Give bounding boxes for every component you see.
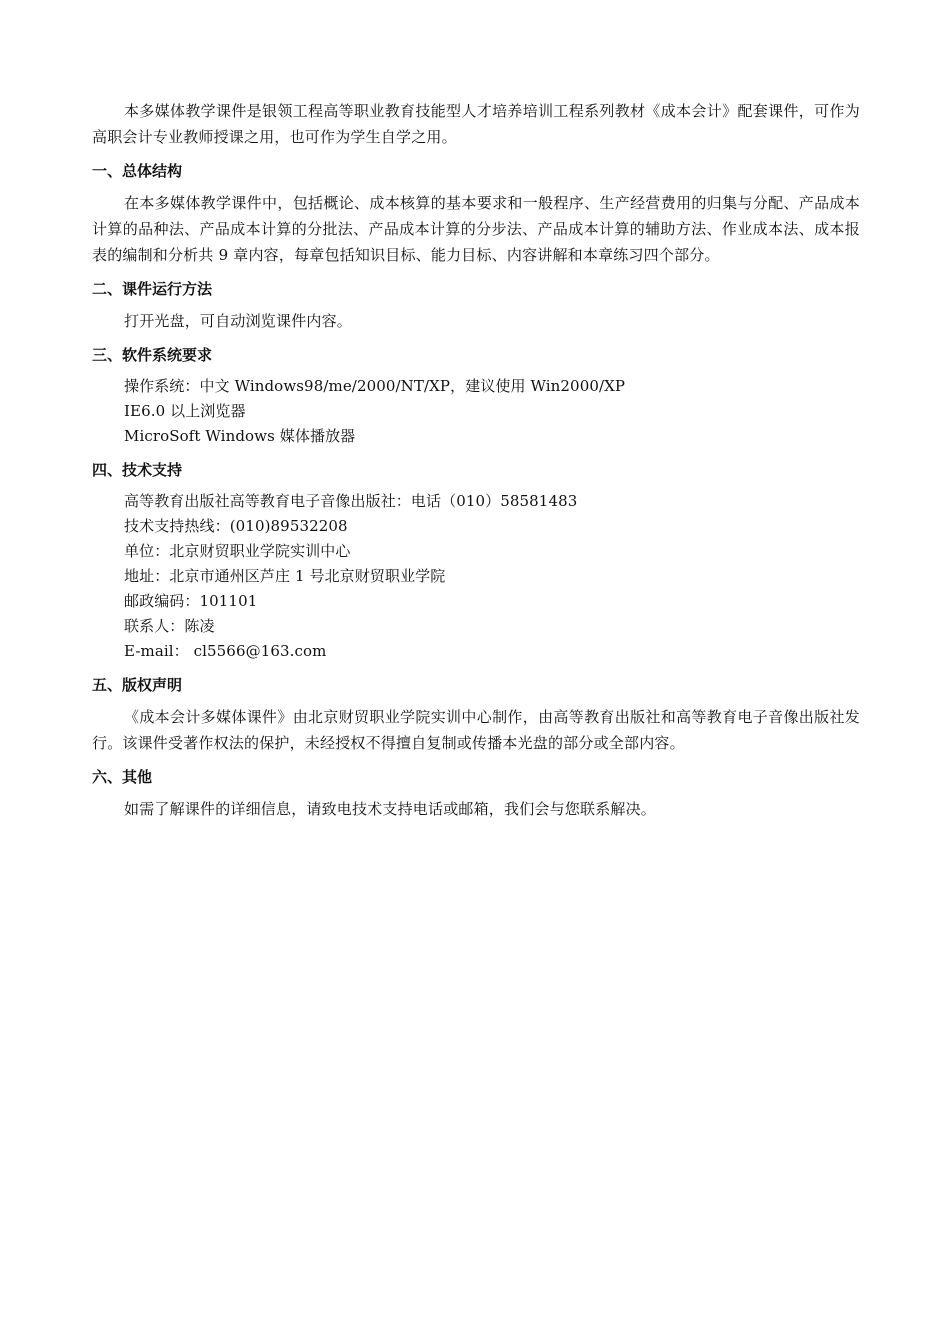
requirement-line: 操作系统：中文 Windows98/me/2000/NT/XP，建议使用 Win2000/XP [124,377,626,395]
document-content [92,98,860,822]
section-heading-copyright: 五、版权声明 [92,676,183,694]
section-heading-run: 二、课件运行方法 [92,280,213,298]
structure-paragraph: 在本多媒体教学课件中，包括概论、成本核算的基本要求和一般程序、生产经营费用的归集与分配、产品成本计算的品种法、产品成本计算的分批法、产品成本计算的分步法、产品成本计算的辅助方法、作业成本法、成本报表的编制和分析共 9 章内容，每章包括知识目标、能力目标、内容讲解和本章练习四个部分。 [92,194,860,264]
support-list [92,489,860,664]
support-organization: 单位：北京财贸职业学院实训中心 [124,542,351,560]
support-hotline: 技术支持热线：(010)89532208 [124,517,348,535]
section-heading-requirements: 三、软件系统要求 [92,346,213,364]
other-paragraph: 如需了解课件的详细信息，请致电技术支持电话或邮箱，我们会与您联系解决。 [124,800,657,818]
support-address: 地址：北京市通州区芦庄 1 号北京财贸职业学院 [124,567,446,585]
section-heading-structure: 一、总体结构 [92,162,183,180]
requirement-line: IE6.0 以上浏览器 [124,402,246,420]
support-postcode: 邮政编码：101101 [124,592,258,610]
requirements-list [92,374,860,449]
intro-paragraph: 本多媒体教学课件是银领工程高等职业教育技能型人才培养培训工程系列教材《成本会计》配套课件，可作为高职会计专业教师授课之用，也可作为学生自学之用。 [92,102,860,146]
section-heading-other: 六、其他 [92,768,153,786]
support-publisher-phone: 高等教育出版社高等教育电子音像出版社：电话（010）58581483 [124,492,578,510]
support-contact: 联系人：陈凌 [124,617,215,635]
run-paragraph: 打开光盘，可自动浏览课件内容。 [124,312,353,330]
section-heading-support: 四、技术支持 [92,461,183,479]
support-email: E-mail： cl5566@163.com [124,642,327,660]
copyright-paragraph: 《成本会计多媒体课件》由北京财贸职业学院实训中心制作，由高等教育出版社和高等教育电子音像出版社发行。该课件受著作权法的保护，未经授权不得擅自复制或传播本光盘的部分或全部内容。 [92,708,860,752]
requirement-line: MicroSoft Windows 媒体播放器 [124,427,356,445]
